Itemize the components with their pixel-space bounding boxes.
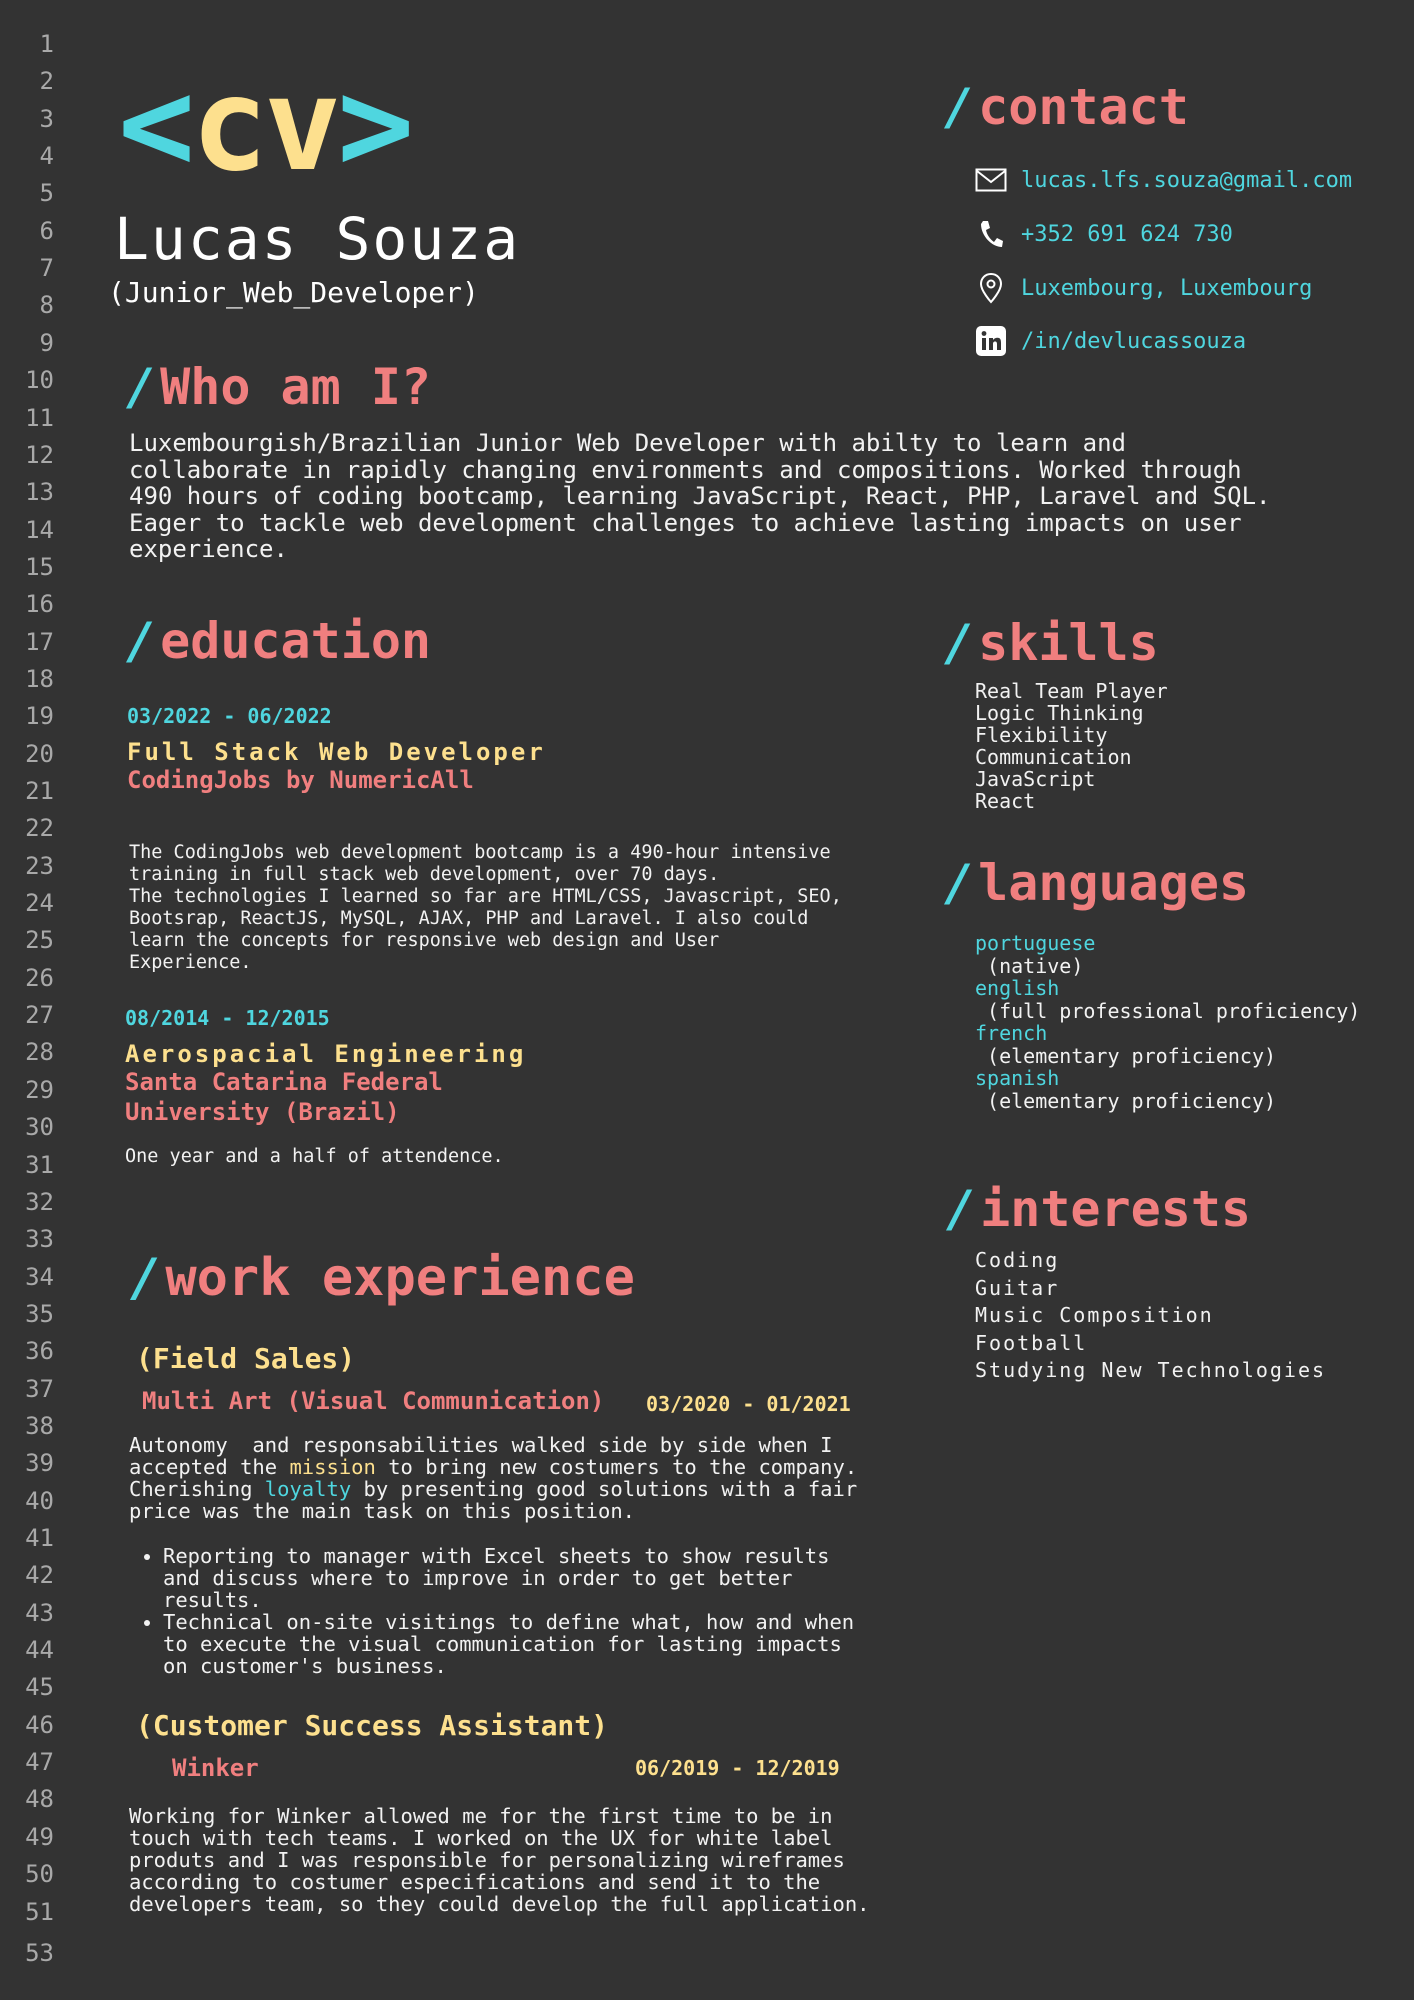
line-number: 16 xyxy=(25,590,54,619)
envelope-icon xyxy=(975,164,1007,196)
skill-item: React xyxy=(975,789,1036,813)
line-number: 36 xyxy=(25,1337,54,1366)
line-number: 26 xyxy=(25,963,54,992)
education-degree: Aerospacial Engineering xyxy=(125,1040,527,1068)
skill-item: Communication xyxy=(975,745,1132,769)
logo-close-bracket: > xyxy=(337,51,411,200)
contact-heading xyxy=(944,78,1189,136)
line-number: 27 xyxy=(25,1001,54,1030)
line-number: 32 xyxy=(25,1187,54,1216)
languages-heading xyxy=(944,854,1249,912)
line-number: 23 xyxy=(25,851,54,880)
line-number: 34 xyxy=(25,1262,54,1291)
skills-title: skills xyxy=(978,614,1159,672)
line-number: 22 xyxy=(25,814,54,843)
education-description: One year and a half of attendence. xyxy=(125,1146,504,1167)
heading-slash: / xyxy=(126,358,157,416)
line-number: 1 xyxy=(39,30,54,58)
contact-linkedin[interactable] xyxy=(975,325,1246,357)
heading-slash: / xyxy=(946,1180,977,1238)
line-number: 21 xyxy=(25,777,54,805)
work-title: work experience xyxy=(165,1248,635,1308)
work-heading xyxy=(130,1248,635,1308)
skill-item: Logic Thinking xyxy=(975,701,1144,725)
location-pin-icon xyxy=(975,272,1007,304)
job-company: Multi Art (Visual Communication) xyxy=(142,1387,605,1415)
about-heading xyxy=(126,358,431,416)
line-number: 4 xyxy=(39,142,54,171)
heading-slash: / xyxy=(130,1248,162,1308)
job-description: Working for Winker allowed me for the first time to be in touch with tech teams. I worked on the UX for white label produts and I was responsible for personalizing wireframes according to costumer especifications and send it to the developers team, so they could develop the full application. xyxy=(129,1804,870,1916)
heading-slash: / xyxy=(944,614,975,672)
contact-phone[interactable] xyxy=(975,218,1233,250)
line-number: 11 xyxy=(25,403,54,432)
line-number: 24 xyxy=(25,889,54,918)
language-level: (elementary proficiency) xyxy=(975,1088,1277,1113)
language-name: english xyxy=(975,976,1060,1000)
about-title: Who am I? xyxy=(160,358,432,416)
heading-slash: / xyxy=(126,612,157,670)
skill-item: Flexibility xyxy=(975,723,1108,747)
education-heading xyxy=(126,612,431,670)
job-date: 03/2020 - 01/2021 xyxy=(646,1392,851,1416)
languages-title: languages xyxy=(978,854,1250,912)
logo-text: cv xyxy=(191,51,338,200)
heading-slash: / xyxy=(944,78,975,136)
interest-item: Music Composition xyxy=(975,1303,1214,1327)
line-number: 40 xyxy=(25,1486,54,1515)
job-company: Winker xyxy=(172,1754,259,1782)
line-number: 3 xyxy=(39,104,54,133)
job-title: (Customer Success Assistant) xyxy=(136,1709,609,1742)
job-title: (Field Sales) xyxy=(136,1342,356,1375)
line-number: 7 xyxy=(39,254,54,283)
line-number: 42 xyxy=(25,1561,54,1590)
skill-item: Real Team Player xyxy=(975,679,1168,703)
line-number: 49 xyxy=(25,1822,54,1851)
language-level: (native) xyxy=(975,953,1084,978)
highlight-loyalty: loyalty xyxy=(264,1477,352,1501)
line-number: 39 xyxy=(25,1449,54,1478)
line-number: 8 xyxy=(39,291,54,320)
person-name: Lucas Souza xyxy=(114,205,521,273)
education-school: CodingJobs by NumericAll xyxy=(127,766,474,794)
line-number: 53 xyxy=(25,1938,54,1967)
contact-email[interactable] xyxy=(975,164,1352,196)
interest-item: Football xyxy=(975,1330,1088,1355)
education-date: 08/2014 - 12/2015 xyxy=(125,1006,330,1030)
job-bullet: • Reporting to manager with Excel sheets to show results and discuss where to improve in order to get better results. xyxy=(163,1545,889,1611)
line-number: 50 xyxy=(25,1860,54,1889)
contact-location xyxy=(975,272,1312,304)
skills-list xyxy=(975,680,1168,812)
line-number: 2 xyxy=(39,67,54,96)
linkedin-icon xyxy=(975,325,1007,357)
phone-link[interactable]: +352 691 624 730 xyxy=(1021,221,1233,247)
line-number: 38 xyxy=(25,1411,54,1440)
skill-item: JavaScript xyxy=(975,767,1096,791)
linkedin-link[interactable]: /in/devlucassouza xyxy=(1021,328,1247,354)
line-number: 37 xyxy=(25,1374,54,1403)
education-date: 03/2022 - 06/2022 xyxy=(127,704,332,728)
line-number: 45 xyxy=(25,1673,54,1702)
line-number: 14 xyxy=(25,515,54,544)
language-level: (elementary proficiency) xyxy=(975,1043,1277,1068)
education-description: The CodingJobs web development bootcamp is a 490-hour intensive training in full stack web development, over 70 days. The technologies I learned so far are HTML/CSS, Javascript, SEO, Bootsrap, ReactJS, MySQL, AJAX, PHP and Laravel. I also could learn the concepts for responsive web design and User Experience. xyxy=(129,842,842,973)
skills-heading xyxy=(944,614,1159,672)
line-number: 46 xyxy=(25,1710,54,1739)
line-number: 41 xyxy=(25,1524,54,1552)
line-number: 47 xyxy=(25,1748,54,1777)
line-number: 5 xyxy=(39,179,54,208)
line-number: 18 xyxy=(25,664,54,693)
contact-title: contact xyxy=(978,78,1189,136)
cv-logo xyxy=(118,51,411,200)
line-number: 6 xyxy=(39,216,54,245)
job-description: Autonomy and responsabilities walked side by side when I accepted the mission to bring new costumers to the company. Cherishing loyalty by presenting good solutions with a fair price was the main task on this position. xyxy=(129,1433,858,1523)
location-text: Luxembourg, Luxembourg xyxy=(1021,275,1313,301)
line-number: 17 xyxy=(25,627,54,656)
line-number: 13 xyxy=(25,478,54,507)
interests-title: interests xyxy=(980,1180,1252,1238)
language-name: french xyxy=(975,1021,1048,1045)
line-number: 31 xyxy=(25,1150,54,1179)
highlight-mission: mission xyxy=(289,1455,376,1479)
language-name: portuguese xyxy=(975,931,1096,955)
line-number: 19 xyxy=(25,702,54,731)
line-number: 10 xyxy=(25,366,54,395)
job-bullets xyxy=(129,1545,889,1677)
phone-icon xyxy=(975,218,1007,250)
about-text: Luxembourgish/Brazilian Junior Web Developer with abilty to learn and collaborate in rapidly changing environments and compositions. Worked through 490 hours of coding bootcamp, learning JavaScript, React, PHP, Laravel and SQL. Eager to tackle web development challenges to achieve lasting impacts on user experience. xyxy=(129,429,1271,563)
line-number: 12 xyxy=(25,440,54,469)
interest-item: Studying New Technologies xyxy=(975,1358,1327,1382)
languages-list xyxy=(975,932,1360,1112)
line-number: 43 xyxy=(25,1598,54,1627)
education-degree: Full Stack Web Developer xyxy=(127,738,546,766)
education-title: education xyxy=(160,612,432,670)
line-number: 28 xyxy=(25,1038,54,1067)
interests-list xyxy=(975,1247,1326,1385)
line-number: 48 xyxy=(25,1785,54,1814)
education-school: Santa Catarina Federal University (Brazil) xyxy=(125,1068,443,1126)
logo-open-bracket: < xyxy=(118,51,192,200)
interest-item: Coding xyxy=(975,1248,1060,1272)
heading-slash: / xyxy=(944,854,975,912)
line-number: 25 xyxy=(25,926,54,955)
job-date: 06/2019 - 12/2019 xyxy=(635,1756,840,1780)
language-level: (full professional proficiency) xyxy=(975,998,1361,1023)
person-role: (Junior_Web_Developer) xyxy=(108,276,479,309)
language-name: spanish xyxy=(975,1066,1060,1090)
line-number: 44 xyxy=(25,1636,54,1665)
interests-heading xyxy=(946,1180,1251,1238)
line-number: 35 xyxy=(25,1299,54,1328)
line-number: 33 xyxy=(25,1225,54,1254)
email-link[interactable]: lucas.lfs.souza@gmail.com xyxy=(1021,167,1353,193)
line-number: 29 xyxy=(25,1075,54,1104)
job-bullet: • Technical on-site visitings to define what, how and when to execute the visual communication for lasting impacts on customer's business. xyxy=(163,1611,889,1677)
line-number: 51 xyxy=(25,1897,54,1926)
line-number: 30 xyxy=(25,1113,54,1142)
line-number: 15 xyxy=(25,552,54,581)
line-number: 9 xyxy=(39,328,54,357)
line-number: 20 xyxy=(25,739,54,768)
interest-item: Guitar xyxy=(975,1275,1060,1300)
